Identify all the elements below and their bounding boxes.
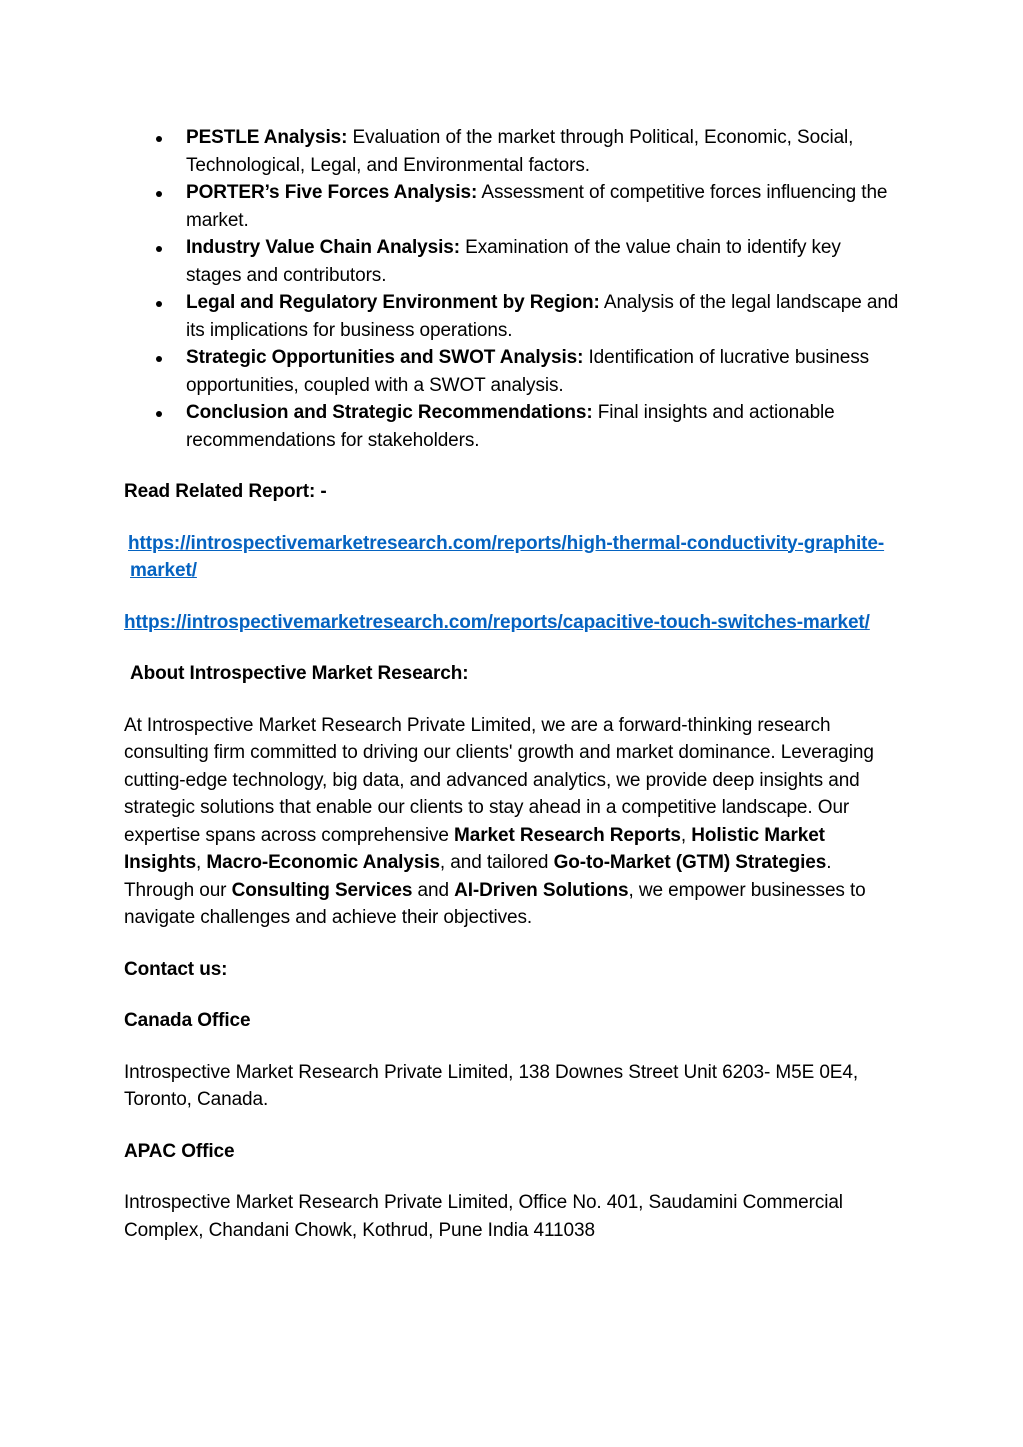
bullet-label: Industry Value Chain Analysis: xyxy=(186,237,460,258)
related-report-heading: Read Related Report: - xyxy=(124,481,327,502)
list-item xyxy=(124,399,900,454)
bullet-icon xyxy=(156,301,162,307)
bullet-text: Examination of the value chain to identify key stages and contributors. xyxy=(186,237,841,286)
apac-office-heading: APAC Office xyxy=(124,1140,235,1162)
about-bold-gtm-strategies: Go-to-Market (GTM) Strategies xyxy=(553,852,827,873)
about-bold-market-research-reports: Market Research Reports xyxy=(454,824,681,846)
about-bold-macro-economic: Macro-Economic Analysis xyxy=(206,852,440,873)
bullet-text: Final insights and actionable recommendations for stakeholders. xyxy=(186,402,835,451)
about-bold-ai-driven-solutions: AI-Driven Solutions xyxy=(454,879,629,901)
about-bold-holistic-insights: Holistic Market Insights xyxy=(124,824,825,873)
about-text: and xyxy=(412,879,455,901)
canada-office-address: Introspective Market Research Private Limited, 138 Downes Street Unit 6203- M5E 0E4, Toronto, Canada. xyxy=(124,1061,859,1110)
bullet-text: Analysis of the legal landscape and its implications for business operations. xyxy=(186,292,899,341)
bullet-icon xyxy=(156,136,162,142)
related-link-2-paragraph xyxy=(124,609,900,637)
bullet-label: Conclusion and Strategic Recommendations: xyxy=(186,402,593,423)
bullet-icon xyxy=(156,411,162,417)
bullet-label: Strategic Opportunities and SWOT Analysis: xyxy=(186,347,584,368)
contact-heading: Contact us: xyxy=(124,958,228,980)
bullet-text: Assessment of competitive forces influencing the market. xyxy=(186,182,888,231)
list-item xyxy=(124,234,900,289)
bullet-label: PESTLE Analysis: xyxy=(186,127,348,148)
about-text: , we empower businesses to navigate challenges and achieve their objectives. xyxy=(124,879,866,928)
about-text: , xyxy=(196,852,207,873)
bullet-icon xyxy=(156,246,162,252)
list-item xyxy=(124,179,900,234)
analysis-bullet-list xyxy=(124,124,900,454)
about-text: . Through our xyxy=(124,852,832,901)
list-item xyxy=(124,124,900,179)
list-item xyxy=(124,289,900,344)
about-text: , xyxy=(680,824,692,846)
about-text: , and tailored xyxy=(439,852,554,873)
bullet-icon xyxy=(156,191,162,197)
bullet-label: PORTER’s Five Forces Analysis: xyxy=(186,182,478,203)
bullet-text: Evaluation of the market through Political, Economic, Social, Technological, Legal, and Environmental factors. xyxy=(186,127,854,176)
bullet-text: Identification of lucrative business opportunities, coupled with a SWOT analysis. xyxy=(186,347,870,396)
document-page xyxy=(124,124,900,1244)
apac-office-address: Introspective Market Research Private Limited, Office No. 401, Saudamini Commercial Complex, Chandani Chowk, Kothrud, Pune India 411038 xyxy=(124,1192,843,1241)
about-heading: About Introspective Market Research: xyxy=(130,663,469,684)
related-report-link-1[interactable]: https://introspectivemarketresearch.com/reports/high-thermal-conductivity-graphite-market/ xyxy=(128,532,885,581)
bullet-label: Legal and Regulatory Environment by Region: xyxy=(186,292,600,313)
list-item xyxy=(124,344,900,399)
related-report-link-2[interactable]: https://introspectivemarketresearch.com/reports/capacitive-touch-switches-market/ xyxy=(124,611,870,633)
about-paragraph xyxy=(124,712,900,932)
related-link-1-paragraph xyxy=(124,530,900,585)
bullet-icon xyxy=(156,356,162,362)
about-text: At Introspective Market Research Private Limited, we are a forward-thinking research consulting firm committed to driving our clients' growth and market dominance. Leveraging cutting-edge technology, big data, and advanced analytics, we provide deep insights and strategic solutions that enable our clients to stay ahead in a competitive landscape. Our expertise spans across comprehensive xyxy=(124,714,874,846)
about-bold-consulting-services: Consulting Services xyxy=(231,879,413,901)
canada-office-heading: Canada Office xyxy=(124,1010,251,1031)
